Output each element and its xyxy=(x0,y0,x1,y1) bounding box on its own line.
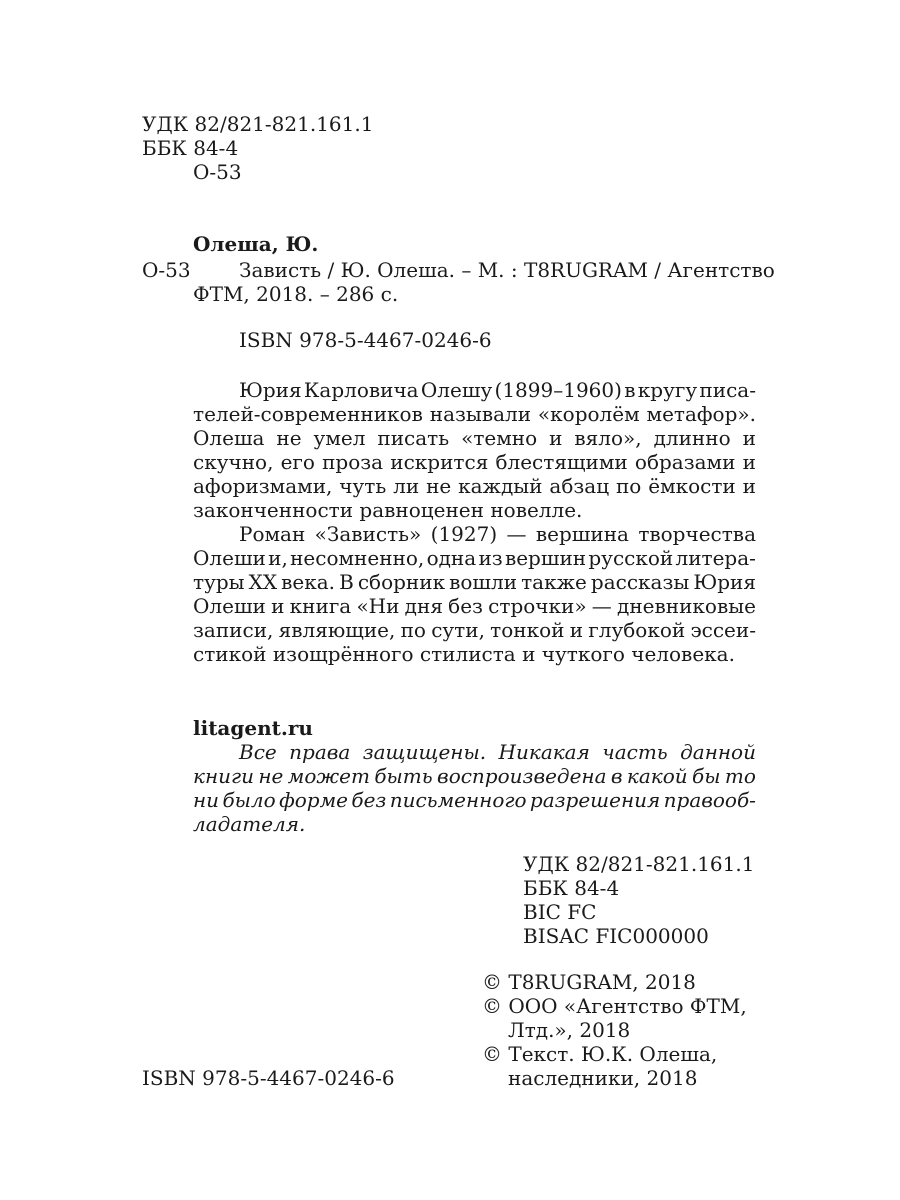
bbk-code: ББК 84-4 xyxy=(523,876,620,900)
word: Карловича xyxy=(303,378,419,402)
word: дневниковые xyxy=(617,594,756,618)
word: рассказы xyxy=(590,570,690,594)
word: блестящими xyxy=(495,450,628,474)
word: форме xyxy=(279,788,349,812)
word: проза xyxy=(322,450,384,474)
word: века. xyxy=(281,570,336,594)
word: Юрия xyxy=(693,570,756,594)
copyright-line-5: наследники, 2018 xyxy=(508,1066,698,1090)
word: творчества xyxy=(638,522,756,546)
word: воспроизведена xyxy=(437,764,607,788)
word: и xyxy=(742,426,756,450)
copyright-line-2: © ООО «Агентство ФТМ, xyxy=(482,994,747,1018)
isbn-footer: ISBN 978-5-4467-0246-6 xyxy=(142,1066,395,1090)
word: не xyxy=(426,474,452,498)
word: письменного xyxy=(389,788,527,812)
word: в xyxy=(624,378,636,402)
isbn-entry: ISBN 978-5-4467-0246-6 xyxy=(239,328,492,352)
word: разрешения xyxy=(529,788,661,812)
abstract-p2-line xyxy=(193,596,756,616)
word: было xyxy=(222,788,276,812)
word: туры xyxy=(193,570,245,594)
word: и xyxy=(742,450,756,474)
word: без xyxy=(351,788,387,812)
author-mark-top: О-53 xyxy=(193,160,242,184)
word: литера- xyxy=(675,546,756,570)
word: писать xyxy=(377,426,450,450)
word: не xyxy=(276,426,302,450)
word: сути, xyxy=(431,618,485,642)
word: «королём xyxy=(537,402,640,426)
word: абзац xyxy=(549,474,610,498)
abstract-p1-line xyxy=(239,380,756,400)
word: его xyxy=(280,450,315,474)
word: дня xyxy=(404,594,443,618)
word: в xyxy=(610,764,623,788)
abstract-p2-line xyxy=(193,572,756,592)
word: ли xyxy=(393,474,420,498)
word: глубокой xyxy=(588,618,686,642)
word: права xyxy=(289,740,351,764)
word: вошли xyxy=(449,570,518,594)
word: (1927) xyxy=(430,522,498,546)
word: и xyxy=(549,426,563,450)
word: ёмкости xyxy=(648,474,736,498)
word: и xyxy=(271,594,285,618)
word: длинно xyxy=(653,426,731,450)
abstract-p1-line: законченности равноценен новелле. xyxy=(193,498,583,522)
word: тонкой xyxy=(490,618,565,642)
word: Юрия xyxy=(239,378,302,402)
word: часть xyxy=(602,740,668,764)
rights-line xyxy=(193,790,756,810)
word: метафор». xyxy=(646,402,756,426)
rights-line: ладателя. xyxy=(193,812,306,836)
word: по xyxy=(400,618,426,642)
word: записи, xyxy=(193,618,274,642)
word: быть xyxy=(374,764,433,788)
word: несомненно, xyxy=(290,546,425,570)
rights-line xyxy=(193,766,756,786)
word: ни xyxy=(193,788,220,812)
word: Все xyxy=(239,740,277,764)
abstract-p2-line xyxy=(239,524,756,544)
word: образами xyxy=(634,450,736,474)
abstract-p2-line: стикой изощрённого стилиста и чуткого человека. xyxy=(193,642,735,666)
word: (1899–1960) xyxy=(494,378,622,402)
word: сборник xyxy=(357,570,446,594)
abstract-p2-line xyxy=(193,620,756,640)
word: Олеши xyxy=(193,546,266,570)
biblio-line-2: ФТМ, 2018. – 286 с. xyxy=(193,282,399,306)
word: бы xyxy=(692,764,721,788)
rights-line xyxy=(239,742,756,762)
word: русской xyxy=(588,546,674,570)
word: «Ни xyxy=(356,594,400,618)
word: каждый xyxy=(458,474,543,498)
word: и, xyxy=(268,546,288,570)
word: скучно, xyxy=(193,450,274,474)
word: правооб- xyxy=(663,788,756,812)
udk-top: УДК 82/821-821.161.1 xyxy=(142,112,374,136)
word: писа- xyxy=(699,378,756,402)
word: строчки» xyxy=(488,594,587,618)
abstract-p1-line xyxy=(193,428,756,448)
word: также xyxy=(521,570,587,594)
abstract-p2-line xyxy=(193,548,756,568)
word: данной xyxy=(680,740,756,764)
word: Роман xyxy=(239,522,306,546)
copyright-line-1: © T8RUGRAM, 2018 xyxy=(482,970,696,994)
bisac-code: BISAC FIC000000 xyxy=(523,924,709,948)
copyright-line-4: © Текст. Ю.К. Олеша, xyxy=(482,1042,718,1066)
word: Олеши xyxy=(193,594,266,618)
abstract-p1-line xyxy=(193,476,756,496)
author-heading: Олеша, Ю. xyxy=(193,232,319,256)
word: то xyxy=(724,764,756,788)
copyright-line-3: Лтд.», 2018 xyxy=(508,1018,631,1042)
word: одна xyxy=(426,546,477,570)
word: умел xyxy=(313,426,366,450)
word: называли xyxy=(429,402,532,426)
biblio-line-1 xyxy=(239,258,775,282)
word: из xyxy=(478,546,503,570)
word: какой xyxy=(626,764,688,788)
bbk-top: ББК 84-4 xyxy=(142,136,239,160)
udk-code: УДК 82/821-821.161.1 xyxy=(523,852,755,876)
word: Никакая xyxy=(498,740,590,764)
abstract-p1-line xyxy=(193,404,756,424)
word: «темно xyxy=(461,426,538,450)
word: Олешу xyxy=(420,378,493,402)
word: и xyxy=(569,618,584,642)
abstract-p1-line xyxy=(193,452,756,472)
word: афоризмами, xyxy=(193,474,333,498)
word: — xyxy=(506,522,527,546)
word: книга xyxy=(289,594,352,618)
word: XX xyxy=(248,570,278,594)
word: книги xyxy=(193,764,254,788)
word: кругу xyxy=(637,378,698,402)
word: не xyxy=(258,764,284,788)
word: и xyxy=(742,474,756,498)
word: по xyxy=(615,474,642,498)
site-name: litagent.ru xyxy=(193,716,313,740)
author-mark: О-53 xyxy=(142,258,191,282)
word: «Зависть» xyxy=(314,522,422,546)
word: В xyxy=(339,570,354,594)
word: вершин xyxy=(504,546,587,570)
bic-code: BIC FC xyxy=(523,900,597,924)
word: защищены. xyxy=(362,740,487,764)
word: чуть xyxy=(339,474,387,498)
word: без xyxy=(448,594,483,618)
word: может xyxy=(287,764,370,788)
word: вершина xyxy=(535,522,629,546)
word: — xyxy=(591,594,612,618)
word: Олеша xyxy=(193,426,265,450)
biblio-line-1-text: Зависть / Ю. Олеша. – М. : T8RUGRAM / Агентство xyxy=(239,258,775,282)
word: телей-современников xyxy=(193,402,423,426)
word: искрится xyxy=(390,450,489,474)
word: вяло», xyxy=(574,426,642,450)
word: эссеи- xyxy=(690,618,756,642)
word: являющие, xyxy=(278,618,396,642)
